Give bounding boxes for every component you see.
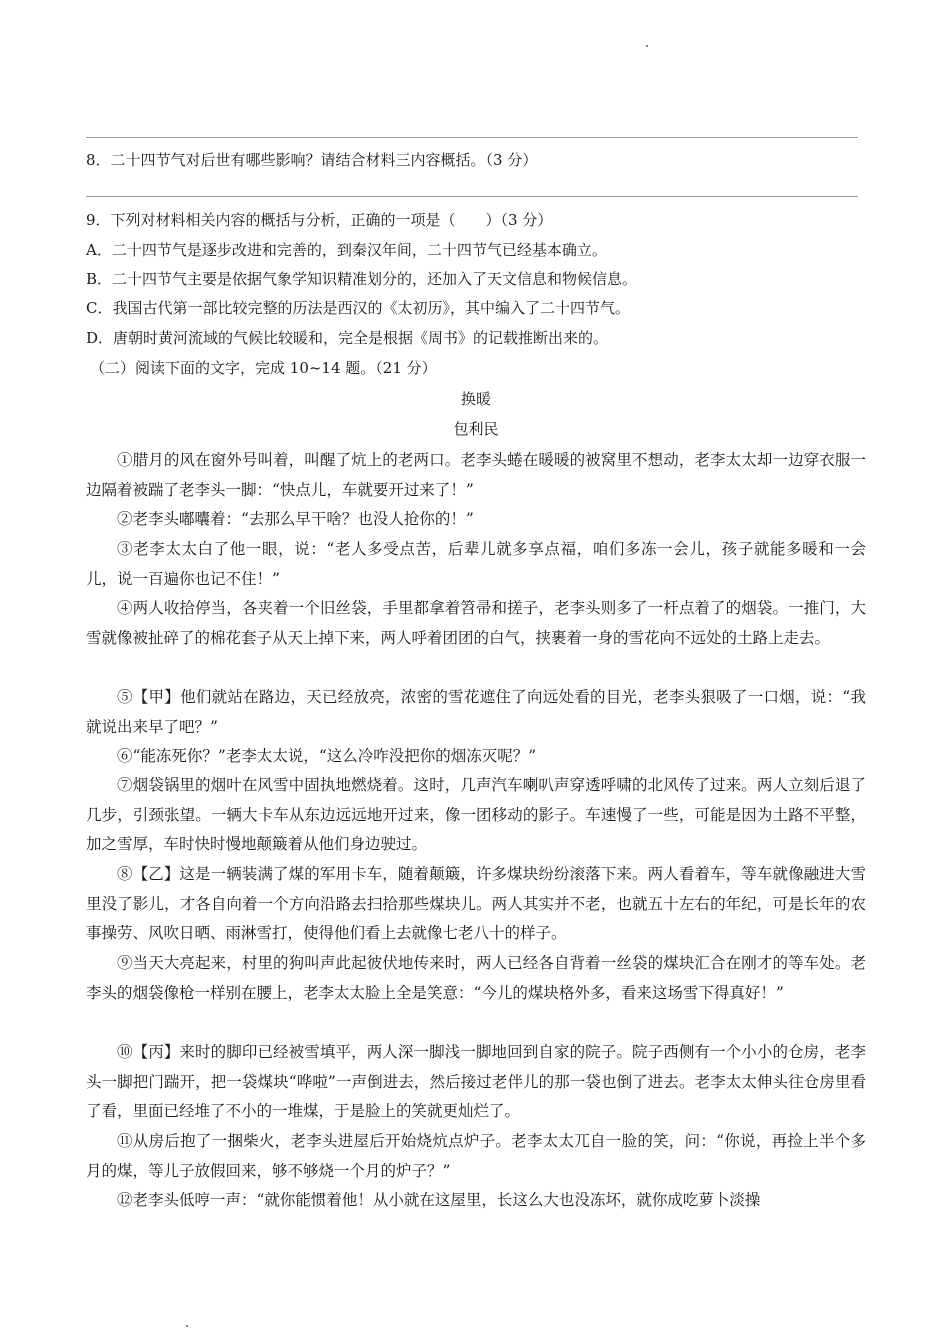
question-9-option-a: A．二十四节气是逐步改进和完善的，到秦汉年间，二十四节气已经基本确立。 <box>86 241 607 259</box>
article-paragraph-8: ⑧【乙】这是一辆装满了煤的军用卡车，随着颠簸，许多煤块纷纷滚落下来。两人看着车，等车就像融进大雪里没了影儿，才各自向着一个方向沿路去扫拾那些煤块儿。两人其实并不老，也就五十左右的年纪，可是长年的农事操劳、风吹日晒、雨淋雪打，使得他们看上去就像七老八十的样子。 <box>86 865 866 942</box>
answer-line-q7 <box>86 137 858 138</box>
question-9-stem: 9．下列对材料相关内容的概括与分析，正确的一项是（ ）（3 分） <box>86 211 553 229</box>
article-paragraph-5: ⑤【甲】他们就站在路边，天已经放亮，浓密的雪花遮住了向远处看的目光，老李头狠吸了一口烟，说：“我就说出来早了吧？” <box>86 688 866 736</box>
question-9-option-c: C．我国古代第一部比较完整的历法是西汉的《太初历》，其中编入了二十四节气。 <box>86 299 630 317</box>
article-paragraph-10: ⑩【丙】来时的脚印已经被雪填平，两人深一脚浅一脚地回到自家的院子。院子西侧有一个小小的仓房，老李头一脚把门踹开，把一袋煤块“哗啦”一声倒进去，然后接过老伴儿的那一袋也倒了进去。老李太太伸头往仓房里看了看，里面已经堆了不小的一堆煤，于是脸上的笑就更灿烂了。 <box>86 1043 866 1120</box>
article-paragraph-3: ③老李太太白了他一眼，说：“老人多受点苦，后辈儿就多享点福，咱们多冻一会儿，孩子就能多暖和一会儿，说一百遍你也记不住！” <box>86 540 866 588</box>
article-paragraph-4: ④两人收拾停当，各夹着一个旧丝袋，手里都拿着笤帚和搓子，老李头则多了一杆点着了的烟袋。一推门，大雪就像被扯碎了的棉花套子从天上掉下来，两人呼着团团的白气，挟裹着一身的雪花向不远处的土路上走去。 <box>86 599 866 647</box>
answer-line-q8 <box>86 196 858 197</box>
scan-dot <box>186 1325 188 1327</box>
question-9-option-b: B．二十四节气主要是依据气象学知识精准划分的，还加入了天文信息和物候信息。 <box>86 270 638 288</box>
article-paragraph-9: ⑨当天大亮起来，村里的狗叫声此起彼伏地传来时，两人已经各自背着一丝袋的煤块汇合在刚才的等车处。老李头的烟袋像枪一样别在腰上，老李太太脸上全是笑意：“今儿的煤块格外多，看来这场雪下得真好！” <box>86 954 866 1002</box>
article-paragraph-7: ⑦烟袋锅里的烟叶在风雪中固执地燃烧着。这时，几声汽车喇叭声穿透呼啸的北风传了过来。两人立刻后退了几步，引颈张望。一辆大卡车从东边远远地开过来，像一团移动的影子。车速慢了一些，可能是因为土路不平整，加之雪厚，车时快时慢地颠簸着从他们身边驶过。 <box>86 776 866 853</box>
article-paragraph-1: ①腊月的风在窗外号叫着，叫醒了炕上的老两口。老李头蜷在暖暖的被窝里不想动，老李太太却一边穿衣服一边隔着被踹了老李头一脚：“快点儿，车就要开过来了！” <box>86 451 866 499</box>
article-paragraph-12: ⑫老李头低哼一声：“就你能惯着他！从小就在这屋里，长这么大也没冻坏，就你成吃萝卜淡操 <box>117 1191 761 1209</box>
question-8: 8．二十四节气对后世有哪些影响？请结合材料三内容概括。（3 分） <box>86 151 538 169</box>
article-paragraph-11: ⑪从房后抱了一捆柴火，老李头进屋后开始烧炕点炉子。老李太太兀自一脸的笑，问：“你说，再捡上半个多月的煤，等儿子放假回来，够不够烧一个月的炉子？” <box>86 1132 866 1180</box>
article-title: 换暖 <box>460 390 491 408</box>
question-9-option-d: D．唐朝时黄河流域的气候比较暖和，完全是根据《周书》的记载推断出来的。 <box>86 329 609 347</box>
article-paragraph-6: ⑥“能冻死你？”老李太太说，“这么冷咋没把你的烟冻灭呢？” <box>117 747 537 765</box>
section-heading: （二）阅读下面的文字，完成 10~14 题。（21 分） <box>90 359 437 377</box>
article-author: 包利民 <box>453 420 499 438</box>
scan-dot <box>646 45 648 47</box>
article-paragraph-2: ②老李头嘟囔着：“去那么早干啥？也没人抢你的！” <box>117 510 474 528</box>
